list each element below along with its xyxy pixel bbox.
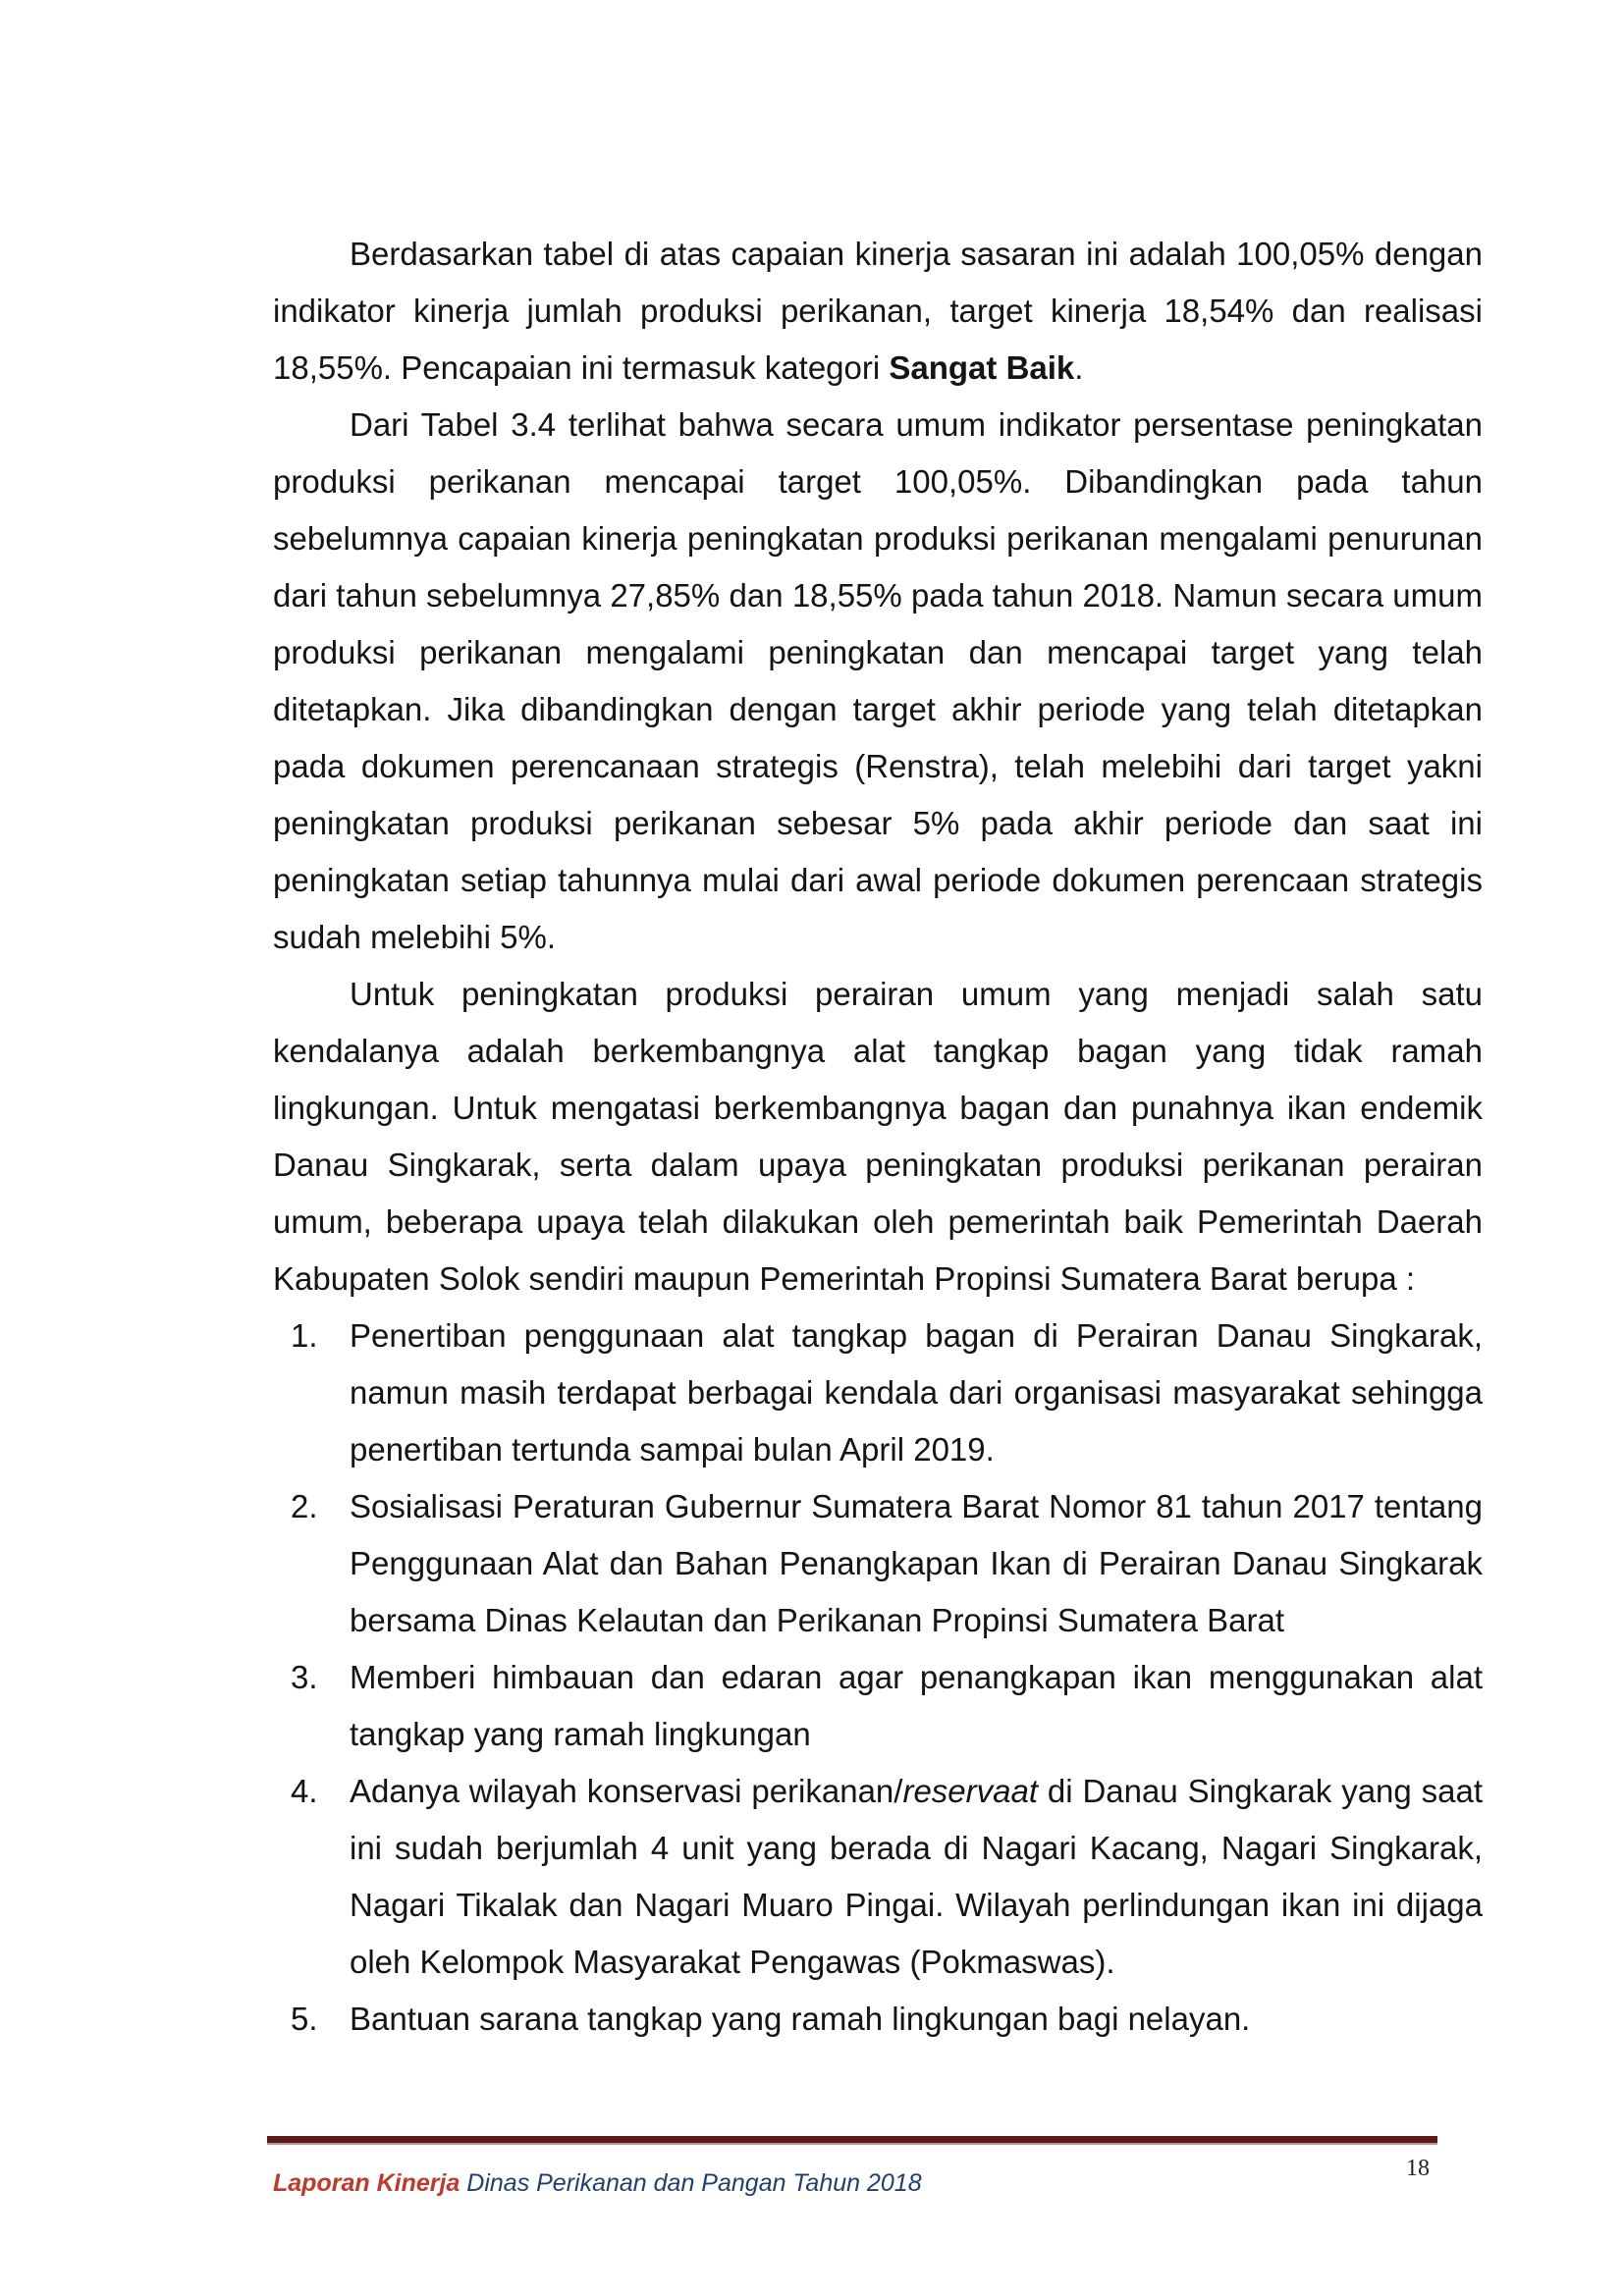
list-number: 3. [291,1659,318,1695]
list-item [273,1308,1483,1478]
footer-title [273,2169,922,2198]
list-item-text: Bantuan sarana tangkap yang ramah lingkungan bagi nelayan. [350,2001,1251,2037]
list-item [273,1649,1483,1763]
list-item-text: Adanya wilayah konservasi perikanan/ [350,1773,903,1809]
footer-title-agency: Dinas Perikanan dan Pangan Tahun 2018 [460,2169,922,2197]
list-item-text: di Danau Singkarak yang saat ini sudah berjumlah 4 unit yang berada di Nagari Kacang, Nagari Singkarak, Nagari Tikalak dan Nagari Muaro Pingai. Wilayah perlindungan ikan ini dijaga oleh Kelompok Masyarakat Pengawas (Pokmaswas). [350,1773,1483,1980]
list-number: 2. [291,1488,318,1524]
paragraph-capaian [273,226,1483,397]
paragraph-tabel [273,397,1483,966]
paragraph-text: Berdasarkan tabel di atas capaian kinerja sasaran ini adalah 100,05% dengan indikator kinerja jumlah produksi perikanan, target kinerja 18,54% dan realisasi 18,55%. Pencapaian ini termasuk kategori [273,236,1483,386]
list-item-text: Memberi himbauan dan edaran agar penangkapan ikan menggunakan alat tangkap yang ramah lingkungan [350,1659,1483,1752]
paragraph-text: . [1074,349,1084,386]
list-item [273,1478,1483,1649]
list-item [273,1763,1483,1991]
numbered-list [273,1308,1483,2048]
footer-divider [267,2136,1437,2145]
paragraph-perairan-umum [273,966,1483,1308]
list-item-text: Penertiban penggunaan alat tangkap bagan di Perairan Danau Singkarak, namun masih terdapat berbagai kendala dari organisasi masyarakat sehingga penertiban tertunda sampai bulan April 2019. [350,1317,1483,1468]
list-item-text: Sosialisasi Peraturan Gubernur Sumatera Barat Nomor 81 tahun 2017 tentang Penggunaan Alat dan Bahan Penangkapan Ikan di Perairan Danau Singkarak bersama Dinas Kelautan dan Perikanan Propinsi Sumatera Barat [350,1488,1483,1638]
paragraph-text: Dari Tabel 3.4 terlihat bahwa secara umum indikator persentase peningkatan produksi perikanan mencapai target 100,05%. Dibandingkan pada tahun sebelumnya capaian kinerja peningkatan produksi perikanan mengalami penurunan dari tahun sebelumnya 27,85% dan 18,55% pada tahun 2018. Namun secara umum produksi perikanan mengalami peningkatan dan mencapai target yang telah ditetapkan. Jika dibandingkan dengan target akhir periode yang telah ditetapkan pada dokumen perencanaan strategis (Renstra), telah melebihi dari target yakni peningkatan produksi perikanan sebesar 5% pada akhir periode dan saat ini peningkatan setiap tahunnya mulai dari awal periode dokumen perencaan strategis sudah melebihi 5%. [273,406,1483,955]
page-number: 18 [1406,2156,1430,2181]
list-number: 4. [291,1773,318,1809]
page-footer [273,2156,1437,2199]
list-number: 1. [291,1317,318,1354]
body-content [273,226,1483,2048]
list-number: 5. [291,2001,318,2037]
list-item-italic: reservaat [902,1773,1039,1809]
footer-title-report: Laporan Kinerja [273,2169,460,2197]
category-highlight: Sangat Baik [889,349,1075,386]
paragraph-text: Untuk peningkatan produksi perairan umum yang menjadi salah satu kendalanya adalah berkembangnya alat tangkap bagan yang tidak ramah lingkungan. Untuk mengatasi berkembangnya bagan dan punahnya ikan endemik Danau Singkarak, serta dalam upaya peningkatan produksi perikanan perairan umum, beberapa upaya telah dilakukan oleh pemerintah baik Pemerintah Daerah Kabupaten Solok sendiri maupun Pemerintah Propinsi Sumatera Barat berupa : [273,976,1483,1297]
list-item [273,1991,1483,2048]
